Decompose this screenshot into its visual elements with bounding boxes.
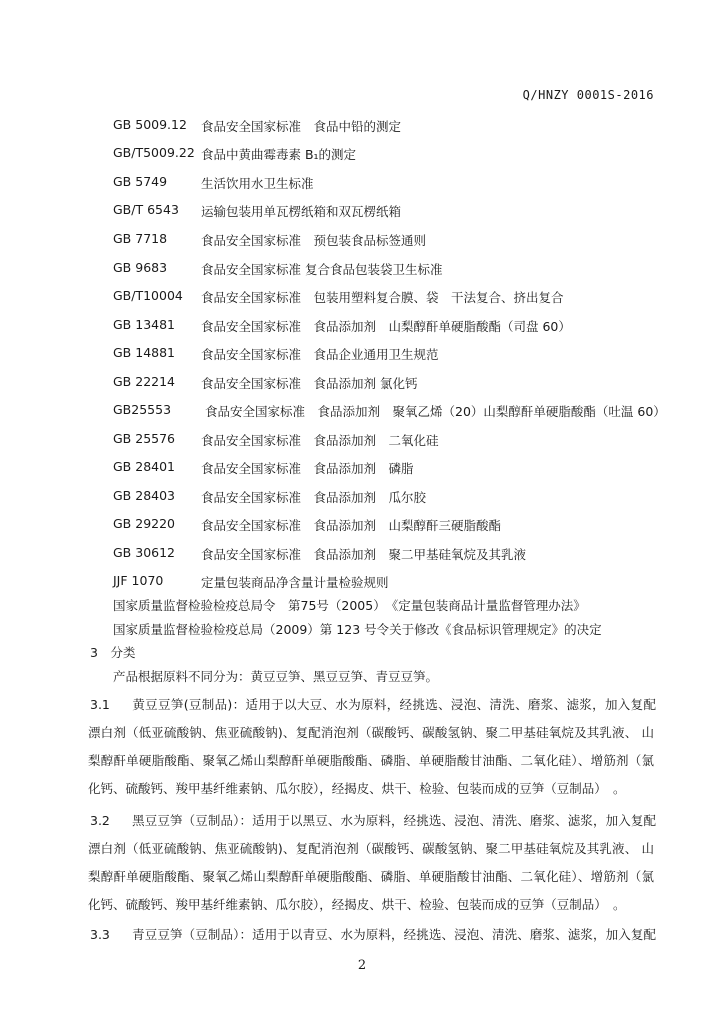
standard-code: GB/T5009.22 [113, 145, 195, 160]
standard-code: GB 9683 [113, 260, 168, 275]
clause-number: 3.2 [90, 813, 110, 828]
standard-code: GB 7718 [113, 231, 168, 246]
standard-code: GB 28401 [113, 459, 175, 474]
clause-number: 3.1 [90, 697, 110, 712]
clause-text: 青豆豆笋（豆制品）：适用于以青豆、水为原料，经挑选、浸泡、清洗、磨浆、滤浆，加入复配 [132, 927, 656, 942]
standard-title: 运输包装用单瓦楞纸箱和双瓦楞纸箱 [201, 204, 402, 219]
section-intro: 产品根据原料不同分为：黄豆豆笋、黑豆豆笋、青豆豆笋。 [113, 669, 439, 684]
standard-code: GB 5009.12 [113, 117, 187, 132]
standard-code: JJF 1070 [113, 573, 164, 588]
paragraph-line: 漂白剂（低亚硫酸钠、焦亚硫酸钠)、复配消泡剂（碳酸钙、碳酸氢钠、聚二甲基硅氧烷及其乳液、 山 [88, 725, 654, 740]
section-heading: 3 分类 [90, 645, 136, 660]
standard-title: 食品安全国家标准 食品添加剂 二氧化硅 [201, 433, 439, 448]
standard-title: 食品安全国家标准 复合食品包装袋卫生标准 [201, 262, 443, 277]
paragraph-line: 梨醇酐单硬脂酸酯、聚氧乙烯山梨醇酐单硬脂酸酯、磷脂、单硬脂酸甘油酯、二氧化硅）、增筋剂（氯 [88, 869, 654, 884]
paragraph-line [90, 811, 656, 829]
clause-text: 黑豆豆笋（豆制品）：适用于以黑豆、水为原料，经挑选、浸泡、清洗、磨浆、滤浆，加入复配 [132, 813, 656, 828]
standard-title: 食品安全国家标准 食品中铅的测定 [201, 119, 402, 134]
paragraph-line [90, 925, 656, 943]
standard-code: GB 5749 [113, 174, 168, 189]
standard-title: 食品安全国家标准 食品添加剂 聚二甲基硅氧烷及其乳液 [201, 547, 527, 562]
standard-title: 食品安全国家标准 食品添加剂 瓜尔胶 [201, 490, 427, 505]
standard-code: GB 28403 [113, 488, 175, 503]
standard-code: GB/T10004 [113, 288, 183, 303]
standard-title: 食品安全国家标准 食品添加剂 氯化钙 [201, 376, 418, 391]
regulation-line: 国家质量监督检验检疫总局（2009）第 123 号令关于修改《食品标识管理规定》的决定 [113, 622, 602, 637]
standard-code: GB 29220 [113, 516, 175, 531]
standard-title: 食品安全国家标准 包装用塑料复合膜、袋 干法复合、挤出复合 [201, 290, 564, 305]
standard-title: 食品安全国家标准 食品添加剂 山梨醇酐单硬脂酸酯（司盘 60） [201, 319, 571, 334]
standard-title: 食品安全国家标准 食品企业通用卫生规范 [201, 347, 439, 362]
paragraph-line [90, 695, 656, 713]
standard-title: 食品安全国家标准 预包装食品标签通则 [201, 233, 427, 248]
paragraph-line: 化钙、硫酸钙、羧甲基纤维素钠、瓜尔胶），经揭皮、烘干、检验、包装而成的豆笋（豆制品） 。 [88, 897, 626, 912]
paragraph-line: 漂白剂（低亚硫酸钠、焦亚硫酸钠)、复配消泡剂（碳酸钙、碳酸氢钠、聚二甲基硅氧烷及其乳液、 山 [88, 841, 654, 856]
standard-code: GB 25576 [113, 431, 175, 446]
standard-code: GB 14881 [113, 345, 175, 360]
standard-title: 食品安全国家标准 食品添加剂 山梨醇酐三硬脂酸酯 [201, 518, 502, 533]
paragraph-line: 化钙、硫酸钙、羧甲基纤维素钠、瓜尔胶），经揭皮、烘干、检验、包装而成的豆笋（豆制品） 。 [88, 781, 626, 796]
standard-title: 食品安全国家标准 食品添加剂 聚氧乙烯（20）山梨醇酐单硬脂酸酯（吐温 60） [205, 404, 666, 419]
paragraph-line: 梨醇酐单硬脂酸酯、聚氧乙烯山梨醇酐单硬脂酸酯、磷脂、单硬脂酸甘油酯、二氧化硅）、增筋剂（氯 [88, 753, 654, 768]
standard-code: GB 22214 [113, 374, 175, 389]
standard-title: 食品中黄曲霉毒素 B₁的测定 [201, 147, 357, 162]
standard-code: GB25553 [113, 402, 172, 417]
standard-title: 生活饮用水卫生标准 [201, 176, 314, 191]
regulation-line: 国家质量监督检验检疫总局令 第75号（2005） 《定量包装商品计量监督管理办法》 [113, 598, 586, 613]
standard-code: GB/T 6543 [113, 202, 179, 217]
standard-code: GB 30612 [113, 545, 175, 560]
standard-title: 食品安全国家标准 食品添加剂 磷脂 [201, 461, 414, 476]
standard-code: GB 13481 [113, 317, 175, 332]
page-number: 2 [357, 958, 367, 973]
standard-title: 定量包装商品净含量计量检验规则 [201, 575, 389, 590]
document-code: Q/HNZY 0001S-2016 [522, 88, 654, 102]
clause-text: 黄豆豆笋(豆制品)：适用于以大豆、水为原料，经挑选、浸泡、清洗、磨浆、滤浆，加入复配 [132, 697, 656, 712]
clause-number: 3.3 [90, 927, 110, 942]
